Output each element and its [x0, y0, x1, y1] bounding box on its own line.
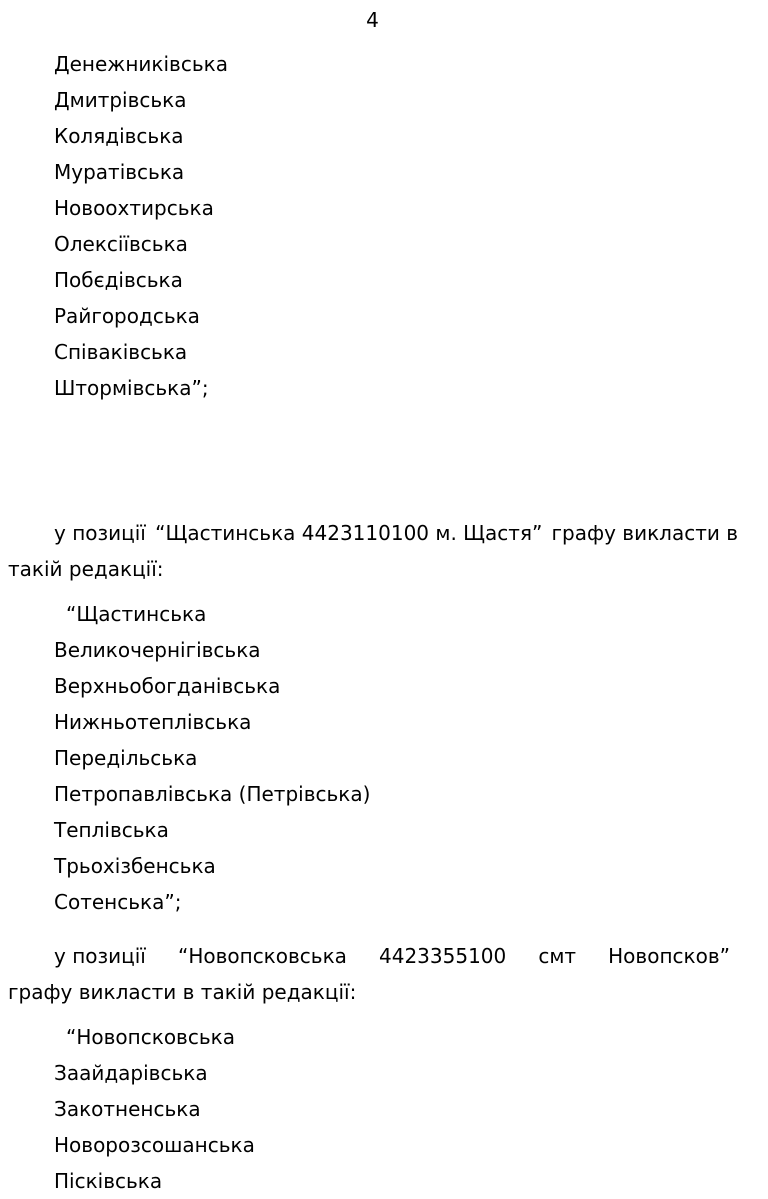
list-item: Новорозсошанська	[54, 1133, 255, 1157]
list-item: Новоохтирська	[54, 196, 214, 220]
paragraph-line	[8, 938, 738, 974]
list-item: Муратівська	[54, 160, 185, 184]
list-item: Трьохізбенська	[54, 854, 216, 878]
list-item: Денежниківська	[54, 52, 228, 76]
list-item: Петропавлівська (Петрівська)	[54, 782, 371, 806]
settlement-list-c	[54, 1019, 255, 1199]
list-item: Побєдівська	[54, 268, 183, 292]
settlement-list-a	[54, 46, 228, 406]
paragraph-text: у позиції	[54, 944, 146, 968]
list-item: Великочернігівська	[54, 638, 261, 662]
list-item: Штормівська”;	[54, 376, 209, 400]
paragraph-novopskov	[8, 938, 738, 1010]
settlement-list-b	[54, 596, 370, 920]
list-item: “Щастинська	[66, 602, 207, 626]
list-item: Передільська	[54, 746, 198, 770]
paragraph-line: такій редакції:	[8, 557, 164, 581]
list-item: Заайдарівська	[54, 1061, 208, 1085]
list-item: Олексіївська	[54, 232, 188, 256]
list-item: Верхньобогданівська	[54, 674, 281, 698]
paragraph-text: графу викласти в	[551, 521, 738, 545]
list-item: “Новопсковська	[66, 1025, 235, 1049]
paragraph-text: “Новопсковська	[177, 944, 347, 968]
list-item: Пісківська	[54, 1169, 163, 1193]
list-item: Дмитрівська	[54, 88, 187, 112]
list-item: Сотенська”;	[54, 890, 182, 914]
paragraph-text: смт	[538, 944, 577, 968]
paragraph-text: “Щастинська 4423110100 м. Щастя”	[155, 521, 543, 545]
paragraph-text: Новопсков”	[608, 944, 730, 968]
page-number: 4	[366, 8, 379, 32]
list-item: Теплівська	[54, 818, 169, 842]
list-item: Співаківська	[54, 340, 188, 364]
list-item: Закотненська	[54, 1097, 201, 1121]
paragraph-line	[8, 515, 738, 551]
paragraph-shchastia	[8, 515, 738, 587]
paragraph-text: 4423355100	[379, 944, 507, 968]
paragraph-text: у позиції	[54, 521, 146, 545]
list-item: Райгородська	[54, 304, 200, 328]
list-item: Колядівська	[54, 124, 184, 148]
list-item: Нижньотеплівська	[54, 710, 252, 734]
paragraph-line: графу викласти в такій редакції:	[8, 980, 357, 1004]
